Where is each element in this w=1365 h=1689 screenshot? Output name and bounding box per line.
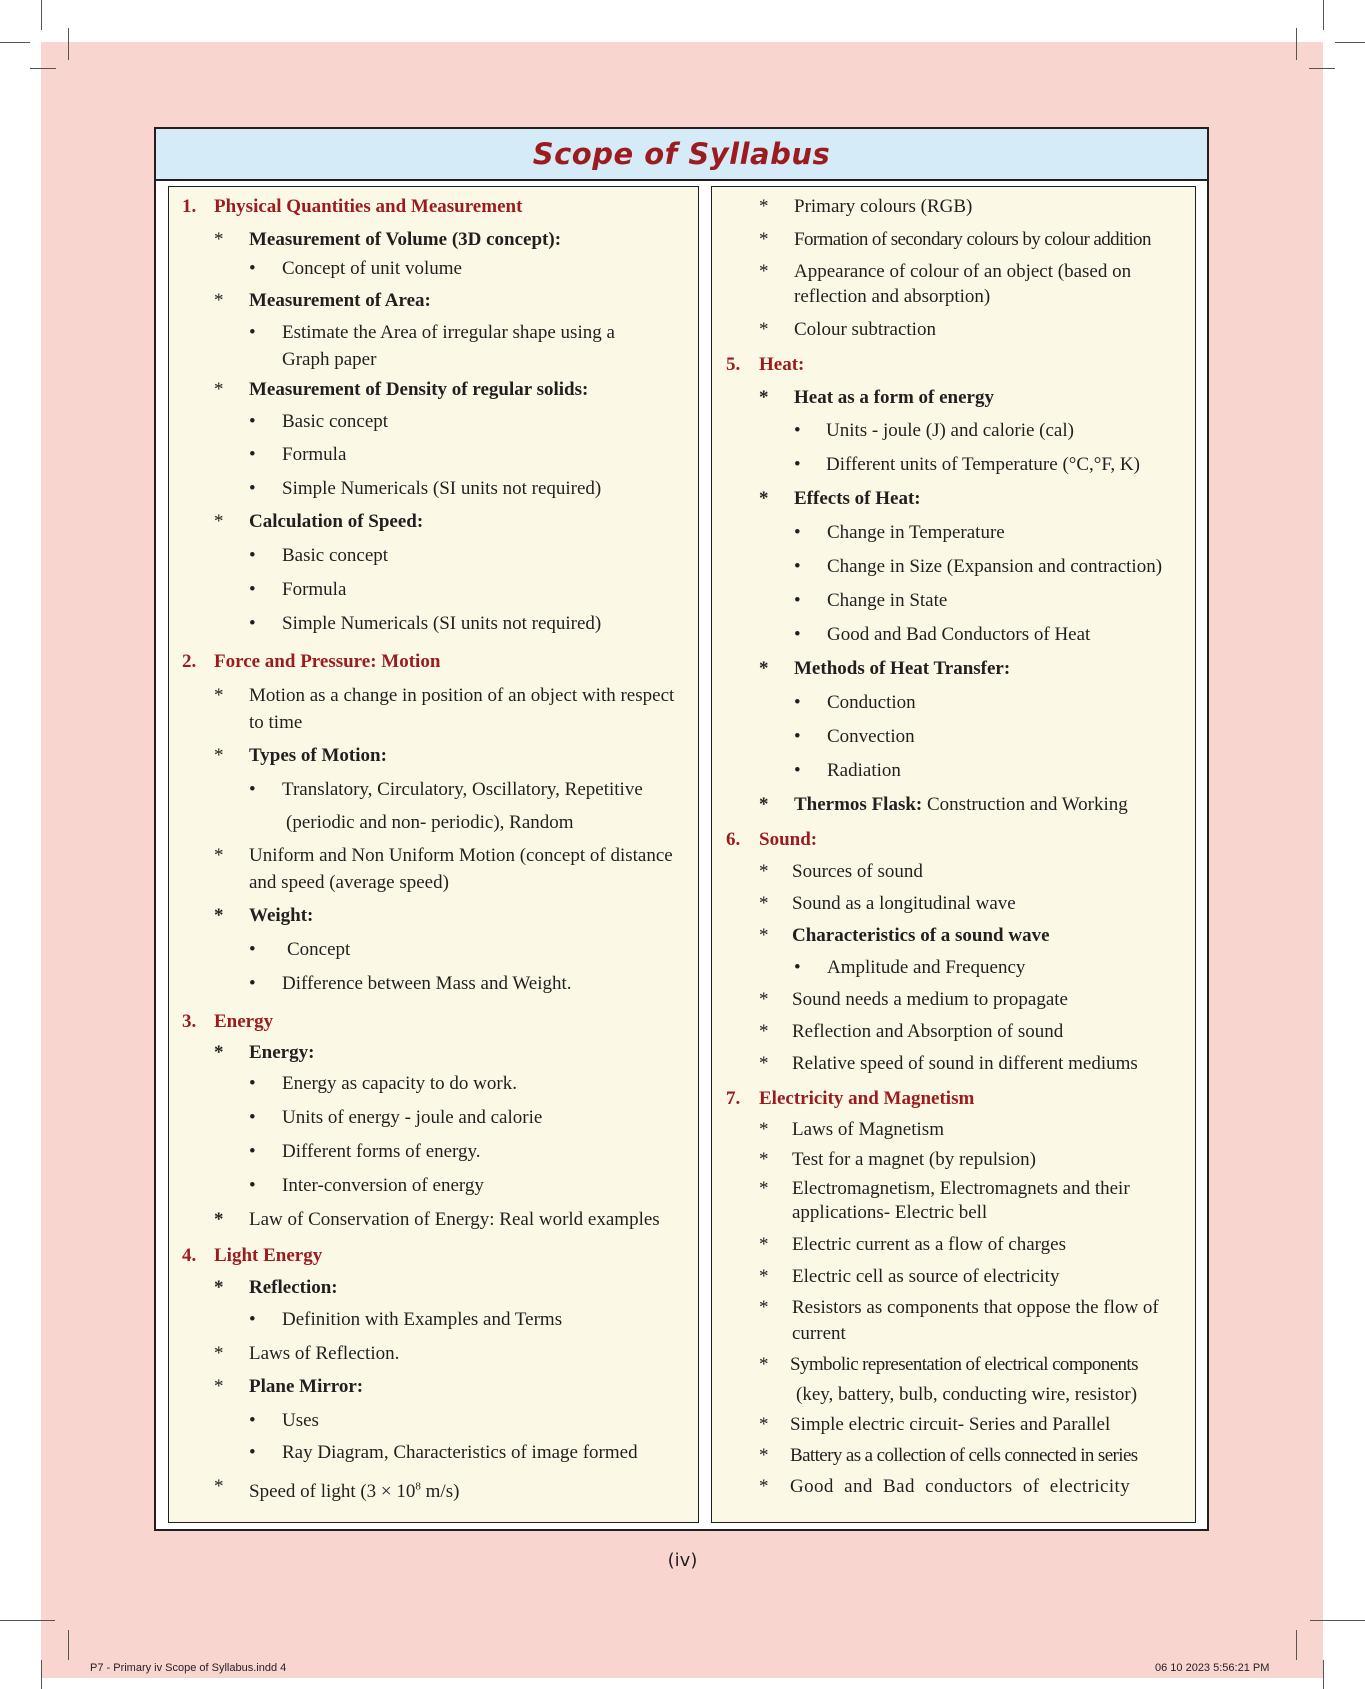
crop-mark [0,42,30,43]
list-item: * Resistors as components that oppose the flow of [759,1297,1159,1318]
list-item: • Radiation [794,760,901,781]
slug-file-label: P7 - Primary iv Scope of Syllabus.indd 4 [90,1662,287,1674]
list-item: • Basic concept [249,545,389,566]
list-item: • Basic concept [249,411,389,432]
list-item: * Battery as a collection of cells connected in series [759,1445,1138,1466]
list-item: * Measurement of Area: [214,290,431,311]
list-item: • Difference between Mass and Weight. [249,973,572,994]
list-item: * Primary colours (RGB) [759,196,973,217]
list-item: • Change in Temperature [794,522,1005,543]
list-item: • Units - joule (J) and calorie (cal) [794,420,1074,441]
left-column [168,186,699,1523]
list-item: * Laws of Magnetism [759,1119,944,1140]
list-item: * Electric current as a flow of charges [759,1234,1066,1255]
crop-mark [1335,42,1365,43]
crop-mark [1309,68,1335,69]
list-item: * Thermos Flask: Construction and Working [759,794,1128,815]
list-item: * Electric cell as source of electricity [759,1266,1060,1287]
list-item: * Weight: [214,905,314,926]
slug-date-label: 06 10 2023 5:56:21 PM [1155,1662,1270,1674]
list-item: • Different forms of energy. [249,1141,481,1162]
list-item-continuation: (key, battery, bulb, conducting wire, resistor) [796,1384,1138,1405]
crop-mark [41,0,42,30]
list-item: * Types of Motion: [214,745,387,766]
section-3-heading: 3. Energy [182,1011,274,1032]
syllabus-frame [154,127,1209,1531]
list-item: * Test for a magnet (by repulsion) [759,1149,1037,1170]
list-item: * Good and Bad conductors of electricity [759,1476,1131,1497]
crop-mark [68,1630,69,1660]
list-item: • Simple Numericals (SI units not required) [249,478,602,499]
list-item: * Sound as a longitudinal wave [759,893,1016,914]
list-item: * Appearance of colour of an object (based on [759,261,1132,282]
list-item: * Measurement of Volume (3D concept): [214,229,562,250]
list-item: * Reflection and Absorption of sound [759,1021,1064,1042]
section-4-heading: 4. Light Energy [182,1245,323,1266]
list-item: • Units of energy - joule and calorie [249,1107,543,1128]
list-item: • Good and Bad Conductors of Heat [794,624,1091,645]
crop-mark [0,1620,55,1621]
list-item: • Different units of Temperature (°C,°F, K) [794,454,1140,475]
section-1-heading: 1. Physical Quantities and Measurement [182,196,523,217]
list-item: • Formula [249,444,347,465]
list-item: * Energy: [214,1042,315,1063]
list-item: • Inter-conversion of energy [249,1175,484,1196]
list-item: • Conduction [794,692,916,713]
crop-mark [1310,1620,1365,1621]
list-item: * Characteristics of a sound wave [759,925,1050,946]
list-item: * Effects of Heat: [759,488,921,509]
section-2-heading: 2. Force and Pressure: Motion [182,651,441,672]
crop-mark [1296,28,1297,60]
crop-mark [30,68,56,69]
list-item: * Law of Conservation of Energy: Real world examples [214,1209,660,1230]
list-item: * Measurement of Density of regular solids: [214,379,589,400]
list-item-continuation: reflection and absorption) [794,286,991,307]
crop-mark [41,1660,42,1689]
list-item-continuation: to time [249,712,303,733]
list-item: • Uses [249,1410,319,1431]
list-item-continuation: applications- Electric bell [792,1202,988,1223]
crop-mark [1323,0,1324,30]
page-title: Scope of Syllabus [532,137,831,171]
list-item: • Estimate the Area of irregular shape using a [249,322,615,343]
crop-mark [1323,1660,1324,1689]
list-item: • Concept of unit volume [249,258,462,279]
list-item: * Methods of Heat Transfer: [759,658,1011,679]
list-item: * Laws of Reflection. [214,1343,400,1364]
list-item: * Plane Mirror: [214,1376,364,1397]
list-item: • Formula [249,579,347,600]
list-item: * Calculation of Speed: [214,511,424,532]
list-item: * Formation of secondary colours by colour addition [759,229,1151,250]
right-column [711,186,1196,1523]
list-item: • Translatory, Circulatory, Oscillatory, Repetitive [249,779,643,800]
list-item: * Simple electric circuit- Series and Parallel [759,1414,1111,1435]
list-item: * Heat as a form of energy [759,387,994,408]
page-number: (iv) [667,1550,698,1571]
section-6-heading: 6. Sound: [726,829,818,850]
list-item: • Convection [794,726,915,747]
list-item: * Motion as a change in position of an object with respect [214,685,675,706]
list-item: • Simple Numericals (SI units not required) [249,613,602,634]
list-item: • Ray Diagram, Characteristics of image formed [249,1442,638,1463]
list-item: • Change in State [794,590,948,611]
list-item: * Sound needs a medium to propagate [759,989,1068,1010]
list-item: * Colour subtraction [759,319,936,340]
list-item: * Sources of sound [759,861,923,882]
list-item-continuation: and speed (average speed) [249,872,449,893]
title-bar [156,129,1207,181]
crop-mark [1296,1630,1297,1660]
list-item: * Electromagnetism, Electromagnets and their [759,1178,1130,1199]
list-item: • Energy as capacity to do work. [249,1073,517,1094]
list-item: * Relative speed of sound in different mediums [759,1053,1138,1074]
list-item: • Change in Size (Expansion and contraction) [794,556,1163,577]
list-item-continuation: (periodic and non- periodic), Random [286,812,574,833]
list-item: * Speed of light ($3 \times 10^8$ m/s) [214,1476,460,1503]
list-item: • Concept [249,939,351,960]
list-item: • Amplitude and Frequency [794,957,1026,978]
list-item-continuation: current [792,1323,846,1344]
list-item: * Reflection: [214,1277,338,1298]
list-item: * Uniform and Non Uniform Motion (concept of distance [214,845,673,866]
list-item: * Symbolic representation of electrical components [759,1354,1138,1375]
section-7-heading: 7. Electricity and Magnetism [726,1088,975,1109]
list-item-continuation: Graph paper [282,349,377,370]
section-5-heading: 5. Heat: [726,354,805,375]
list-item: • Definition with Examples and Terms [249,1309,563,1330]
crop-mark [68,28,69,60]
